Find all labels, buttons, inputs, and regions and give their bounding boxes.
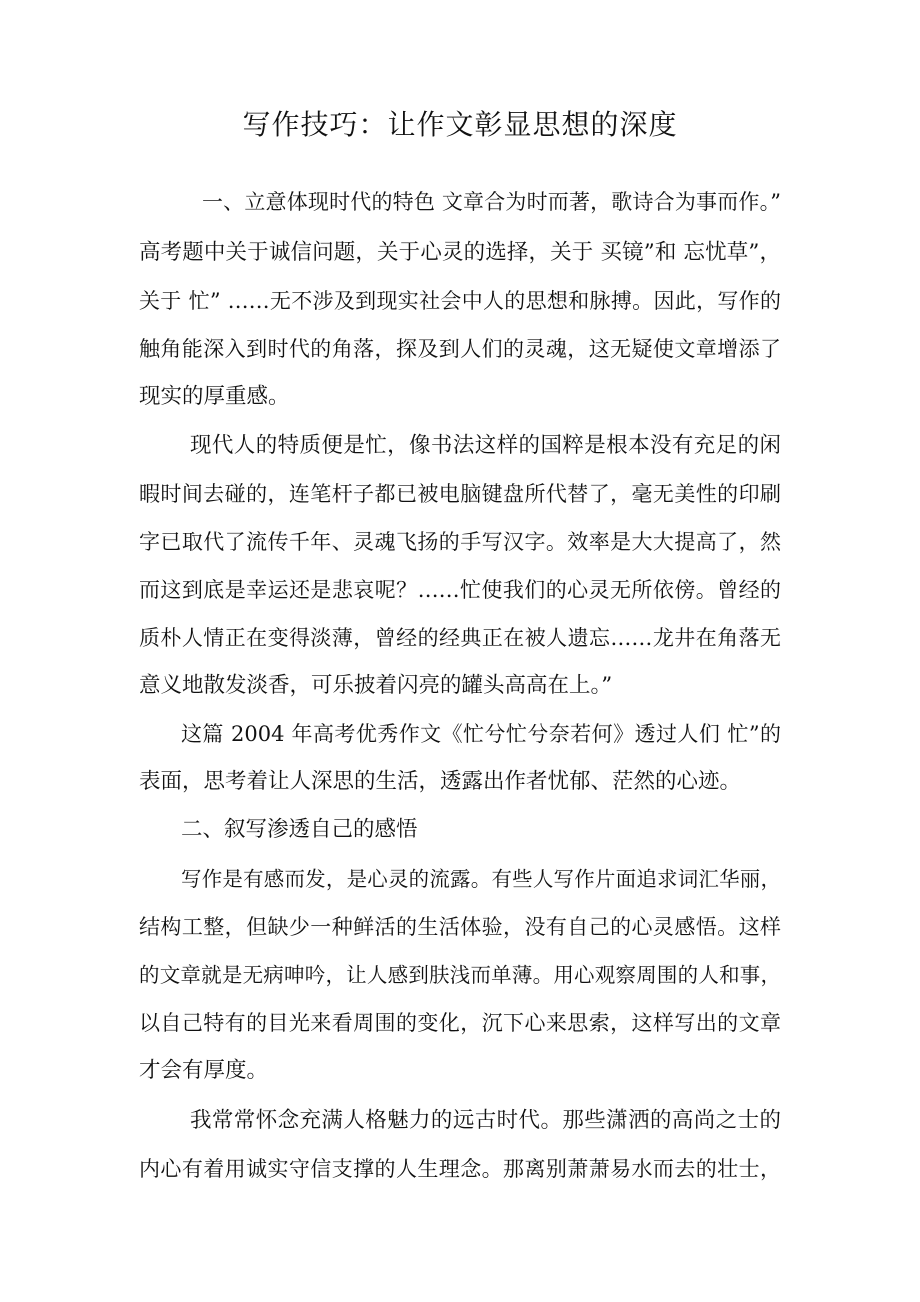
paragraph-line: 才会有厚度。 (139, 1058, 269, 1083)
paragraph-line: 质朴人情正在变得淡薄，曾经的经典正在被人遗忘……龙井在角落无 (139, 626, 781, 650)
paragraph-line: 这篇 2004 年高考优秀作文《忙兮忙兮奈若何》透过人们 忙”的 (181, 722, 781, 746)
paragraph-line: 关于 忙” ……无不涉及到现实社会中人的思想和脉搏。因此，写作的 (139, 289, 781, 313)
paragraph-line: 现代人的特质便是忙，像书法这样的国粹是根本没有充足的闲 (190, 433, 781, 458)
paragraph-line: 高考题中关于诚信问题，关于心灵的选择，关于 买镜”和 忘忧草”， (139, 240, 781, 265)
paragraph-line: 一、立意体现时代的特色 文章合为时而著，歌诗合为事而作。” (202, 190, 781, 214)
paragraph-line: 意义地散发淡香，可乐披着闪亮的罐头高高在上。” (139, 673, 613, 698)
paragraph-line: 以自己特有的目光来看周围的变化，沉下心来思索，这样写出的文章 (139, 1011, 781, 1035)
paragraph-line: 暇时间去碰的，连笔杆子都已被电脑键盘所代替了，毫无美性的印刷 (139, 482, 781, 506)
paragraph-line: 结构工整，但缺少一种鲜活的生活体验，没有自己的心灵感悟。这样 (139, 915, 781, 939)
paragraph-line: 表面，思考着让人深思的生活，透露出作者忧郁、茫然的心迹。 (139, 769, 742, 794)
document-title: 写作技巧：让作文彰显思想的深度 (242, 108, 678, 141)
paragraph-line: 字已取代了流传千年、灵魂飞扬的手写汉字。效率是大大提高了，然 (139, 530, 781, 554)
section-heading: 二、叙写渗透自己的感悟 (181, 817, 418, 842)
paragraph-line: 的文章就是无病呻吟，让人感到肤浅而单薄。用心观察周围的人和事， (139, 963, 781, 987)
paragraph-line: 写作是有感而发，是心灵的流露。有些人写作片面追求词汇华丽， (181, 867, 781, 891)
paragraph-line: 内心有着用诚实守信支撑的人生理念。那离别萧萧易水而去的壮士， (139, 1157, 781, 1181)
paragraph-line: 触角能深入到时代的角落，探及到人们的灵魂，这无疑使文章增添了 (139, 337, 781, 361)
paragraph-line: 现实的厚重感。 (139, 384, 290, 409)
paragraph-line: 我常常怀念充满人格魅力的远古时代。那些潇洒的高尚之士的 (190, 1108, 781, 1133)
paragraph-line: 而这到底是幸运还是悲哀呢？……忙使我们的心灵无所依傍。曾经的 (139, 578, 781, 602)
